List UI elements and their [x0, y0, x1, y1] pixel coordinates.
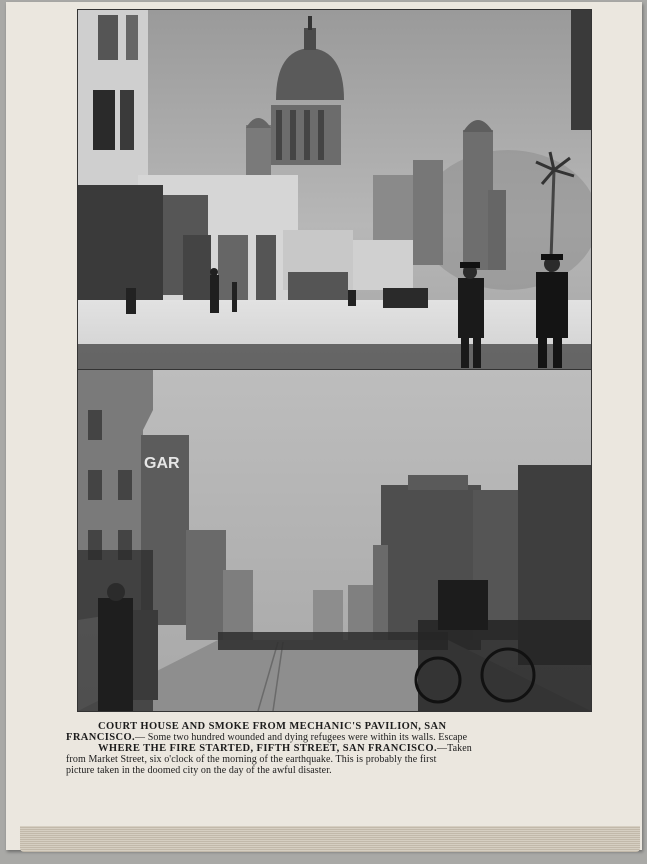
caption-title-1-end: FRANCISCO. — [66, 732, 136, 743]
caption-line-5 — [66, 765, 588, 776]
caption-line-4 — [66, 754, 588, 765]
caption-title-1: COURT HOUSE AND SMOKE FROM MECHANIC'S PAVILION, SAN — [98, 721, 447, 732]
page-edge — [20, 826, 640, 852]
sign-text: GAR — [144, 455, 180, 472]
caption-text-1: — Some two hundred wounded and dying refugees were within its walls. Escape — [135, 732, 468, 743]
caption-line-2 — [66, 732, 588, 743]
caption-block — [66, 721, 588, 776]
caption-line-1 — [66, 721, 588, 732]
caption-text-2: —Taken — [437, 743, 472, 754]
caption-title-2: WHERE THE FIRE STARTED, FIFTH STREET, SAN FRANCISCO. — [98, 743, 437, 754]
photo-fifth-street — [77, 369, 592, 712]
caption-text-4: picture taken in the doomed city on the day of the awful disaster. — [66, 765, 332, 776]
photo-court-house — [77, 9, 592, 370]
caption-line-3 — [66, 743, 588, 754]
caption-text-3: from Market Street, six o'clock of the morning of the earthquake. This is probably the first — [66, 754, 437, 765]
